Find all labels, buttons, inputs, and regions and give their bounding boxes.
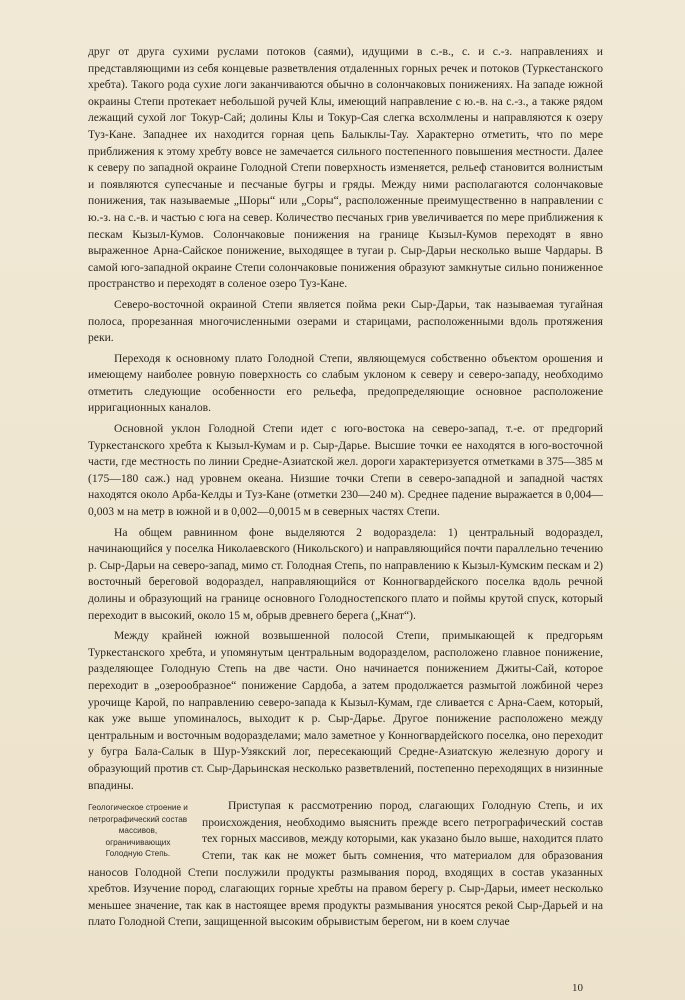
paragraph-4: Основной уклон Голодной Степи идет с юго-востока на северо-запад, т.-е. от предгорий Туркестанского хребта к Кызыл-Кумам и р. Сыр-Дарье. Высшие точки ее находятся в юго-восточной части, где местность по линии Средне-Азиатской жел. дороги характеризуется отметками в 375—385 м (175—180 саж.) над уровнем океана. Низшие точки Степи в северо-западной и западной частях находятся около Арба-Келды и Туз-Кане (отметки 230—240 м). Среднее падение выражается в 0,004—0,003 м на метр в южной и в 0,002—0,0015 м в северных частях Степи. [88, 422, 603, 519]
paragraph-6: Между крайней южной возвышенной полосой Степи, примыкающей к предгорьям Туркестанского хребта, и упомянутым центральным водоразделом, расположено главное понижение, разделяющее Голодную Степь на две части. Оно начинается понижением Джиты-Сай, которое переходит в „озерообразное“ понижение Сардоба, а затем продолжается размытой ложбиной через урочище Карой, по направлению северо-запада к Кызыл-Кумам, где сливается с Арна-Саем, который, как уже выше упоминалось, выходит к р. Сыр-Дарье. Другое понижение расположено между центральным и восточным водоразделами; мало заметное у Конногвардейского поселка, оно переходит у бугра Бала-Салык в Шур-Узякский лог, пересекающий Средне-Азиатскую железную дорогу и образующий против ст. Сыр-Дарьинская несколько разветвлений, постепенно переходящих в низинные впадины. [88, 629, 603, 792]
paragraph-2: Северо-восточной окраиной Степи является пойма реки Сыр-Дарьи, так называемая тугайная полоса, прорезанная многочисленными озерами и старицами, расположенными вдоль протяжения реки. [88, 297, 603, 345]
body-text [88, 44, 603, 935]
margin-note: Геологическое строение и петрографический состав массивов, ограничивающих Голодную Степь. [88, 803, 188, 859]
paragraph-5: На общем равнинном фоне выделяются 2 водораздела: 1) центральный водораздел, начинающийся у поселка Николаевского (Никольского) и направляющийся почти параллельно течению р. Сыр-Дарьи на северо-запад, мимо ст. Голодная Степь, по направлению к Кызыл-Кумским пескам и 2) восточный береговой водораздел, направляющийся от Конногвардейского поселка вдоль речной долины и образующий на границе основного Голодностепского плато и поймы крутой спуск, который переходит в высокий, около 15 м, обрыв древнего берега („Кнат“). [88, 525, 603, 622]
page-number: 10 [572, 982, 583, 994]
paragraph-3: Переходя к основному плато Голодной Степи, являющемуся собственно объектом орошения и имеющему наиболее ровную поверхность со слабым уклоном к северу и северо-западу, необходимо отметить следующие особенности его рельефа, предопределяющие основное расположение ирригационных каналов. [88, 351, 603, 415]
paragraph-1: друг от друга сухими руслами потоков (саями), идущими в с.-в., с. и с.-з. направлениях и представляющими из себя концевые разветвления отдаленных горных речек и потоков (Туркестанского хребта). Такого рода сухие логи заканчиваются обычно в солончаковых понижениях. На западе южной окраины Степи протекает небольшой ручей Клы, имеющий направление с ю.-в. на с.-з., а также рядом лежащий сухой лог Токур-Сай; долины Клы и Токур-Сая слегка всхолмлены и направляются к озеру Туз-Кане. Западнее их находится горная цепь Балыклы-Тау. Характерно отметить, что по мере приближения к этому хребту вовсе не замечается сильного постепенного повышения местности. Далее к северу по западной окраине Голодной Степи поверхность изменяется, рельеф становится волнистым и появляются супесчаные и песчаные бугры и гряды. Между ними располагаются солончаковые понижения, так называемые „Шоры“ или „Соры“, расположенные преимущественно в направлении с ю.-з. на с.-в. и частью с юга на север. Количество песчаных грив увеличивается по мере приближения к пескам Кызыл-Кумов. Солончаковые понижения на границе Кызыл-Кумов переходят в явно выраженное Арна-Сайское понижение, выходящее в тугаи р. Сыр-Дарьи несколько выше Чардары. В самой юго-западной окраине Степи солончаковые понижения образуют замкнутые сильно пониженное пространство и переходят в соленое озеро Туз-Кане. [88, 45, 603, 291]
paragraph-7: Приступая к рассмотрению пород, слагающих Голодную Степь, и их происхождения, необходимо выяснить прежде всего петрографический состав тех горных массивов, между которыми, как указано было выше, находится плато Степи, так как не может быть сомнения, что материалом для образования наносов Голодной Степи послужили продукты размывания пород, входящих в состав указанных хребтов. Изучение пород, слагающих горные хребты на правом берегу р. Сыр-Дарьи, имеет несколько меньшее значение, так как в настоящее время продукты размывания уносятся рекой Сыр-Дарьей и на плато Голодной Степи, защищенной высоким обрывистым берегом, ни в коем случае [88, 799, 603, 929]
section-with-margin-note [88, 798, 603, 935]
